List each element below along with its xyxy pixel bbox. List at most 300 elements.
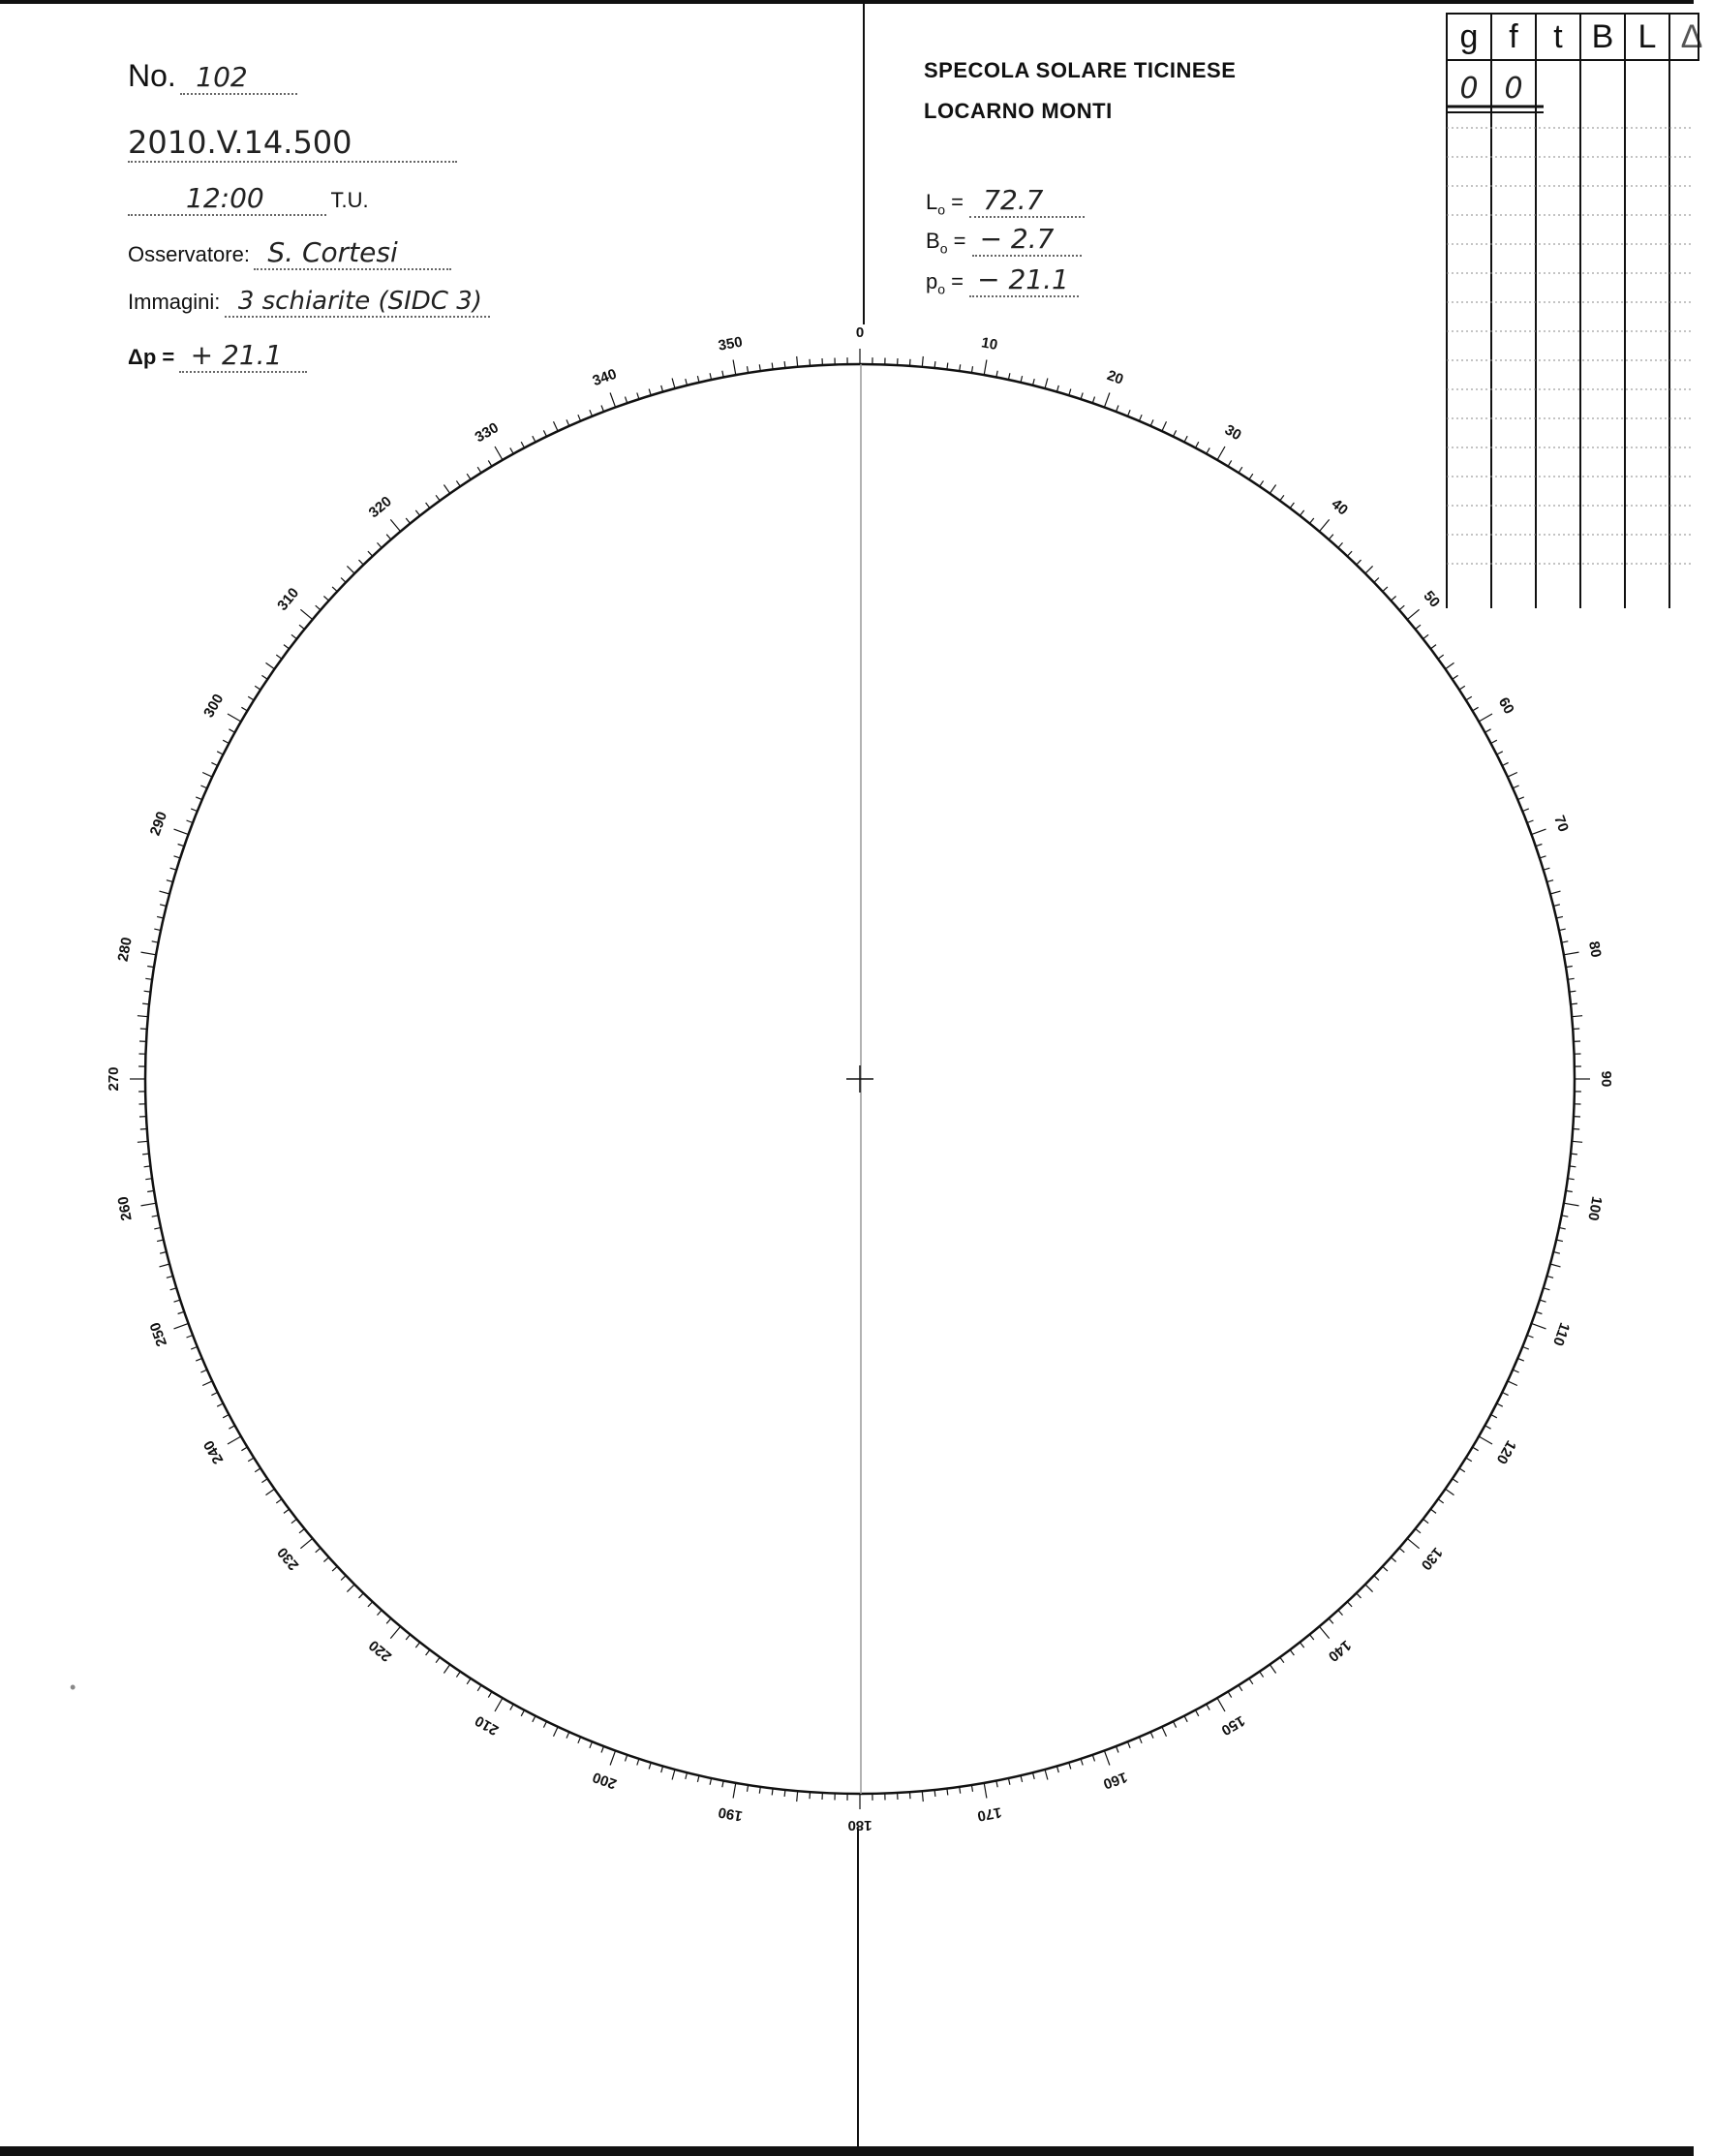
dial-tick <box>284 1509 290 1513</box>
dial-tick <box>1573 1029 1579 1030</box>
dial-tick <box>217 1403 223 1406</box>
dial-tick <box>1466 696 1472 700</box>
dial-tick <box>1517 1358 1524 1361</box>
dial-tick <box>1249 1679 1253 1684</box>
dial-tick <box>477 467 481 473</box>
dial-tick <box>1564 952 1579 955</box>
dial-tick <box>390 519 400 531</box>
dial-tick <box>406 1635 410 1641</box>
dial-tick <box>1184 436 1187 442</box>
dial-tick <box>543 430 546 436</box>
dial-tick <box>1536 1311 1543 1313</box>
dial-tick <box>1290 503 1294 508</box>
dial-tick <box>1045 1770 1048 1780</box>
dial-tick <box>672 379 675 389</box>
dial-label-50: 50 <box>1420 587 1444 611</box>
dial-tick <box>637 393 639 400</box>
dial-label-340: 340 <box>590 365 620 390</box>
dial-tick <box>1196 1710 1199 1716</box>
date-value: 2010.V.14.500 <box>128 124 457 163</box>
dial-tick <box>1513 785 1518 788</box>
dial-tick <box>1021 376 1023 383</box>
dial-tick <box>266 662 275 668</box>
dial-label-0: 0 <box>855 323 865 341</box>
dial-tick <box>1309 1635 1313 1641</box>
dial-tick <box>626 397 627 404</box>
dial-tick <box>1300 510 1303 516</box>
dial-tick <box>601 1746 604 1753</box>
dial-tick <box>910 1792 911 1799</box>
dial-tick <box>1423 634 1429 638</box>
dial-tick <box>922 356 923 367</box>
dial-label-40: 40 <box>1328 495 1352 519</box>
dial-tick <box>378 542 383 547</box>
dial-tick <box>248 1458 254 1462</box>
dial-label-180: 180 <box>847 1817 872 1834</box>
dial-tick <box>1553 905 1560 907</box>
dial-tick <box>1556 1240 1563 1242</box>
dial-label-150: 150 <box>1218 1711 1248 1739</box>
dial-tick <box>1008 1778 1010 1785</box>
dial-tick <box>241 707 247 711</box>
dial-label-190: 190 <box>717 1803 745 1825</box>
dial-tick <box>141 952 157 955</box>
dial-tick <box>178 1311 185 1313</box>
dial-tick <box>284 645 290 649</box>
dial-label-10: 10 <box>980 334 999 354</box>
table-header-f: f <box>1509 18 1518 55</box>
dial-tick <box>810 359 811 366</box>
dial-tick <box>601 406 604 413</box>
param-l0: $L_o = 72.7$ <box>926 184 1085 218</box>
dial-tick <box>797 356 798 367</box>
table-header-delta: Δ <box>1680 18 1703 55</box>
dial-tick <box>1491 1415 1497 1418</box>
dial-tick <box>456 480 460 486</box>
dial-tick <box>1438 655 1444 659</box>
dial-tick <box>1559 929 1566 931</box>
dial-label-80: 80 <box>1585 939 1605 959</box>
time-value: 12:00 <box>128 182 326 216</box>
dial-tick <box>386 535 391 539</box>
dial-tick <box>467 1679 471 1684</box>
dial-tick <box>1092 397 1094 404</box>
dial-tick <box>1092 1755 1094 1762</box>
dial-tick <box>160 905 167 907</box>
dial-tick <box>174 1323 189 1329</box>
dial-tick <box>1459 1468 1465 1472</box>
param-p0-value: − 21.1 <box>969 263 1079 297</box>
dial-tick <box>241 1447 247 1451</box>
dial-tick <box>1540 1300 1546 1302</box>
dial-tick <box>359 1593 364 1598</box>
dial-tick <box>386 1618 391 1623</box>
dial-tick <box>1473 707 1479 711</box>
dial-tick <box>1374 1576 1379 1581</box>
time-unit: T.U. <box>330 188 369 212</box>
dial-tick <box>368 1602 373 1607</box>
dial-tick <box>1139 1737 1142 1743</box>
dial-tick <box>934 1790 935 1797</box>
dial-tick <box>1347 551 1352 556</box>
dial-tick <box>1544 1288 1550 1290</box>
dial-tick <box>649 1763 651 1770</box>
delta-p-label: Δp = <box>128 345 175 369</box>
number-label: No. <box>128 58 176 93</box>
dial-tick <box>1446 662 1454 668</box>
dial-tick <box>323 1557 328 1562</box>
dial-label-290: 290 <box>146 809 171 839</box>
dial-tick <box>300 609 312 619</box>
dial-tick <box>1473 1447 1479 1451</box>
dial-tick <box>697 1775 699 1782</box>
dial-tick <box>390 1626 400 1638</box>
dial-tick <box>142 1003 149 1004</box>
dial-tick <box>276 1499 282 1503</box>
dial-tick <box>1416 1528 1422 1532</box>
dial-tick <box>1430 645 1436 649</box>
observer-label: Osservatore: <box>128 242 250 266</box>
dial-tick <box>566 419 569 425</box>
dial-tick <box>1416 625 1422 629</box>
dial-tick <box>187 820 194 823</box>
dial-tick <box>1021 1775 1023 1782</box>
dial-tick <box>710 373 712 380</box>
dial-label-350: 350 <box>717 333 745 354</box>
dial-tick <box>229 729 234 732</box>
dial-tick <box>228 1436 241 1444</box>
dial-label-170: 170 <box>975 1803 1003 1825</box>
dial-label-270: 270 <box>105 1066 122 1092</box>
dial-label-160: 160 <box>1100 1768 1130 1793</box>
dial-tick <box>316 605 321 610</box>
dial-tick <box>1479 714 1492 722</box>
dial-tick <box>1572 1016 1582 1017</box>
dial-tick <box>697 376 699 383</box>
dial-tick <box>590 410 593 416</box>
dial-tick <box>733 360 736 376</box>
dial-tick <box>672 1770 675 1780</box>
dial-tick <box>1564 1203 1579 1206</box>
dial-tick <box>922 1791 923 1802</box>
dial-tick <box>1270 485 1275 494</box>
dial-tick <box>200 785 206 788</box>
dial-label-260: 260 <box>114 1194 136 1222</box>
dial-label-140: 140 <box>1325 1636 1355 1665</box>
dial-tick <box>196 797 202 800</box>
dial-tick <box>1338 1610 1343 1615</box>
param-b0-sub: o <box>939 240 948 257</box>
dial-tick <box>436 1657 440 1663</box>
dial-tick <box>733 1783 736 1799</box>
solar-disk <box>106 324 1614 1833</box>
delta-p-value: + 21.1 <box>179 339 307 373</box>
dial-label-200: 200 <box>590 1768 620 1793</box>
dial-tick <box>228 714 241 722</box>
dial-tick <box>1383 1566 1388 1571</box>
dial-tick <box>140 1029 147 1030</box>
dial-tick <box>178 845 185 847</box>
dial-tick <box>299 1528 305 1532</box>
dial-tick <box>196 1358 202 1361</box>
dial-tick <box>984 360 987 376</box>
dial-tick <box>138 1141 148 1142</box>
dial-tick <box>1300 1643 1303 1648</box>
dial-tick <box>1556 916 1563 918</box>
dial-tick <box>810 1792 811 1799</box>
dial-tick <box>415 1643 419 1648</box>
dial-tick <box>255 1468 260 1472</box>
dial-tick <box>229 1426 234 1429</box>
dial-tick <box>1069 389 1071 396</box>
dial-tick <box>359 560 364 565</box>
dial-label-220: 220 <box>365 1636 395 1665</box>
dial-tick <box>1239 1685 1242 1691</box>
paper-mark: • <box>70 1678 77 1697</box>
dial-tick <box>1280 495 1284 501</box>
dial-tick <box>797 1791 798 1802</box>
images-value: 3 schiarite (SIDC 3) <box>225 287 490 318</box>
dial-tick <box>255 686 260 690</box>
dial-tick <box>1485 729 1491 732</box>
dial-tick <box>1502 762 1508 765</box>
dial-tick <box>444 1665 449 1674</box>
dial-label-230: 230 <box>274 1544 303 1574</box>
dial-tick <box>533 436 536 442</box>
dial-tick <box>1081 1759 1083 1766</box>
dial-tick <box>1407 609 1419 619</box>
dial-tick <box>1207 1705 1209 1710</box>
dial-label-240: 240 <box>200 1437 228 1467</box>
dial-tick <box>1423 1519 1429 1523</box>
dial-tick <box>1365 1585 1373 1592</box>
dial-tick <box>1446 1489 1454 1494</box>
dial-tick <box>1407 1538 1419 1548</box>
dial-tick <box>1572 1141 1582 1142</box>
number-value: 102 <box>180 61 297 95</box>
dial-tick <box>160 891 170 894</box>
dial-tick <box>566 1732 569 1738</box>
dial-tick <box>202 1381 212 1386</box>
dial-tick <box>223 1415 229 1418</box>
dial-tick <box>332 1566 337 1571</box>
dial-tick <box>934 361 935 368</box>
dial-tick <box>533 1716 536 1722</box>
dial-label-90: 90 <box>1598 1070 1615 1088</box>
dial-label-300: 300 <box>200 691 228 721</box>
dial-tick <box>174 1300 181 1302</box>
dial-tick <box>211 762 217 765</box>
dial-label-330: 330 <box>472 419 502 447</box>
dial-tick <box>1033 1772 1035 1779</box>
dial-tick <box>590 1741 593 1748</box>
param-b0: $B_o$ = − 2.7 <box>926 223 1082 257</box>
dial-tick <box>784 1790 785 1797</box>
param-b0-label: B <box>926 229 940 253</box>
dial-tick <box>1174 1721 1177 1727</box>
dial-tick <box>1081 393 1083 400</box>
table-header-g: g <box>1459 18 1479 55</box>
dial-tick <box>1104 393 1110 408</box>
dial-tick <box>187 1336 194 1339</box>
dial-tick <box>157 1240 164 1242</box>
dial-tick <box>368 551 373 556</box>
dial-tick <box>138 1016 148 1017</box>
dial-tick <box>1117 406 1119 413</box>
dial-tick <box>415 510 419 516</box>
dial-tick <box>578 415 581 421</box>
dial-tick <box>1544 868 1550 870</box>
dial-tick <box>1329 535 1333 539</box>
dial-tick <box>1479 1436 1492 1444</box>
table-header-t: t <box>1553 18 1563 55</box>
dial-tick <box>1573 1129 1579 1130</box>
dial-tick <box>1550 1264 1561 1267</box>
dial-tick <box>1207 447 1209 453</box>
dial-tick <box>1150 419 1153 425</box>
dial-tick <box>1008 373 1010 380</box>
dial-tick <box>1391 1557 1395 1562</box>
dial-tick <box>1128 410 1131 416</box>
dial-tick <box>1217 447 1225 460</box>
dial-tick <box>154 929 161 931</box>
dial-tick <box>1162 1727 1167 1737</box>
dial-tick <box>261 675 267 679</box>
dial-tick <box>1391 597 1395 601</box>
dial-label-130: 130 <box>1417 1544 1446 1574</box>
dial-tick <box>456 1672 460 1678</box>
dial-tick <box>323 597 328 601</box>
dial-tick <box>1249 474 1253 479</box>
dial-label-320: 320 <box>365 493 395 522</box>
dial-tick <box>495 1698 503 1711</box>
dial-tick <box>488 1692 492 1698</box>
dial-tick <box>211 1393 217 1396</box>
dial-tick <box>1491 740 1497 743</box>
dial-tick <box>1399 605 1404 610</box>
param-p0-label: p <box>926 269 938 293</box>
dial-tick <box>1174 430 1177 436</box>
dial-tick <box>316 1548 321 1553</box>
dial-tick <box>142 1154 149 1155</box>
dial-label-210: 210 <box>472 1711 502 1739</box>
dial-tick <box>521 1710 524 1716</box>
dial-tick <box>1571 1154 1577 1155</box>
dial-label-70: 70 <box>1550 813 1572 835</box>
dial-tick <box>521 442 524 447</box>
dial-tick <box>1553 1252 1560 1254</box>
dial-tick <box>291 1519 297 1523</box>
dial-tick <box>1033 379 1035 385</box>
param-p0-sub: o <box>937 281 946 297</box>
center-cross <box>846 1065 873 1093</box>
dial-tick <box>1522 1347 1529 1350</box>
dial-tick <box>1459 686 1465 690</box>
dial-tick <box>1329 1618 1333 1623</box>
dial-tick <box>1536 845 1543 847</box>
dial-tick <box>174 856 181 858</box>
dial-tick <box>299 625 305 629</box>
dial-tick <box>217 752 223 755</box>
dial-tick <box>1517 797 1524 800</box>
dial-tick <box>1374 578 1379 583</box>
param-b0-value: − 2.7 <box>972 223 1082 257</box>
dial-tick <box>261 1479 267 1483</box>
dial-tick <box>1280 1657 1284 1663</box>
dial-tick <box>276 655 282 659</box>
dial-tick <box>1527 1336 1534 1339</box>
dial-tick <box>1228 460 1232 466</box>
observer-value: S. Cortesi <box>254 236 451 270</box>
dial-tick <box>1502 1393 1508 1396</box>
dial-tick <box>467 474 471 479</box>
dial-tick <box>1184 1716 1187 1722</box>
dial-tick <box>160 1252 167 1254</box>
dial-tick <box>1497 1403 1503 1406</box>
dial-tick <box>1532 829 1546 835</box>
dial-label-280: 280 <box>114 936 136 964</box>
dial-tick <box>1497 752 1503 755</box>
dial-tick <box>1260 480 1264 486</box>
dial-tick <box>1128 1741 1131 1748</box>
dial-tick <box>1540 856 1546 858</box>
dial-tick <box>984 1783 987 1799</box>
dial-tick <box>1117 1746 1119 1753</box>
dial-tick <box>1196 442 1199 447</box>
dial-tick <box>1217 1698 1225 1711</box>
dial-tick <box>686 379 688 385</box>
dial-tick <box>202 773 212 778</box>
dial-label-310: 310 <box>274 584 303 614</box>
dial-tick <box>266 1489 275 1494</box>
images-label: Immagini: <box>128 290 221 314</box>
dial-tick <box>300 1538 312 1548</box>
dial-tick <box>378 1610 383 1615</box>
dial-tick <box>637 1759 639 1766</box>
dial-label-110: 110 <box>1548 1320 1574 1348</box>
dial-tick <box>488 460 492 466</box>
dial-tick <box>686 1772 688 1779</box>
dial-tick <box>223 740 229 743</box>
dial-tick <box>1453 675 1458 679</box>
dial-tick <box>578 1737 581 1743</box>
dial-tick <box>291 634 297 638</box>
dial-tick <box>141 1203 157 1206</box>
dial-tick <box>1485 1426 1491 1429</box>
dial-label-60: 60 <box>1494 694 1517 718</box>
dial-tick <box>1559 1227 1566 1229</box>
dial-tick <box>510 447 513 453</box>
dial-tick <box>510 1705 513 1710</box>
dial-tick <box>200 1370 206 1372</box>
dial-tick <box>1508 1381 1517 1386</box>
dial-tick <box>1309 518 1313 524</box>
dial-tick <box>1319 1626 1329 1638</box>
dial-tick <box>1357 1593 1362 1598</box>
table-value-f: 0 <box>1504 72 1523 106</box>
dial-tick <box>610 393 616 408</box>
dial-tick <box>444 485 449 494</box>
dial-tick <box>910 359 911 366</box>
table-header-l: L <box>1637 18 1657 55</box>
dial-tick <box>170 1288 177 1290</box>
dial-tick <box>1438 1499 1444 1503</box>
dial-tick <box>347 566 354 573</box>
dial-tick <box>1399 1548 1404 1553</box>
table-value-g: 0 <box>1459 72 1479 106</box>
dial-tick <box>1357 560 1362 565</box>
dial-tick <box>1228 1692 1232 1698</box>
